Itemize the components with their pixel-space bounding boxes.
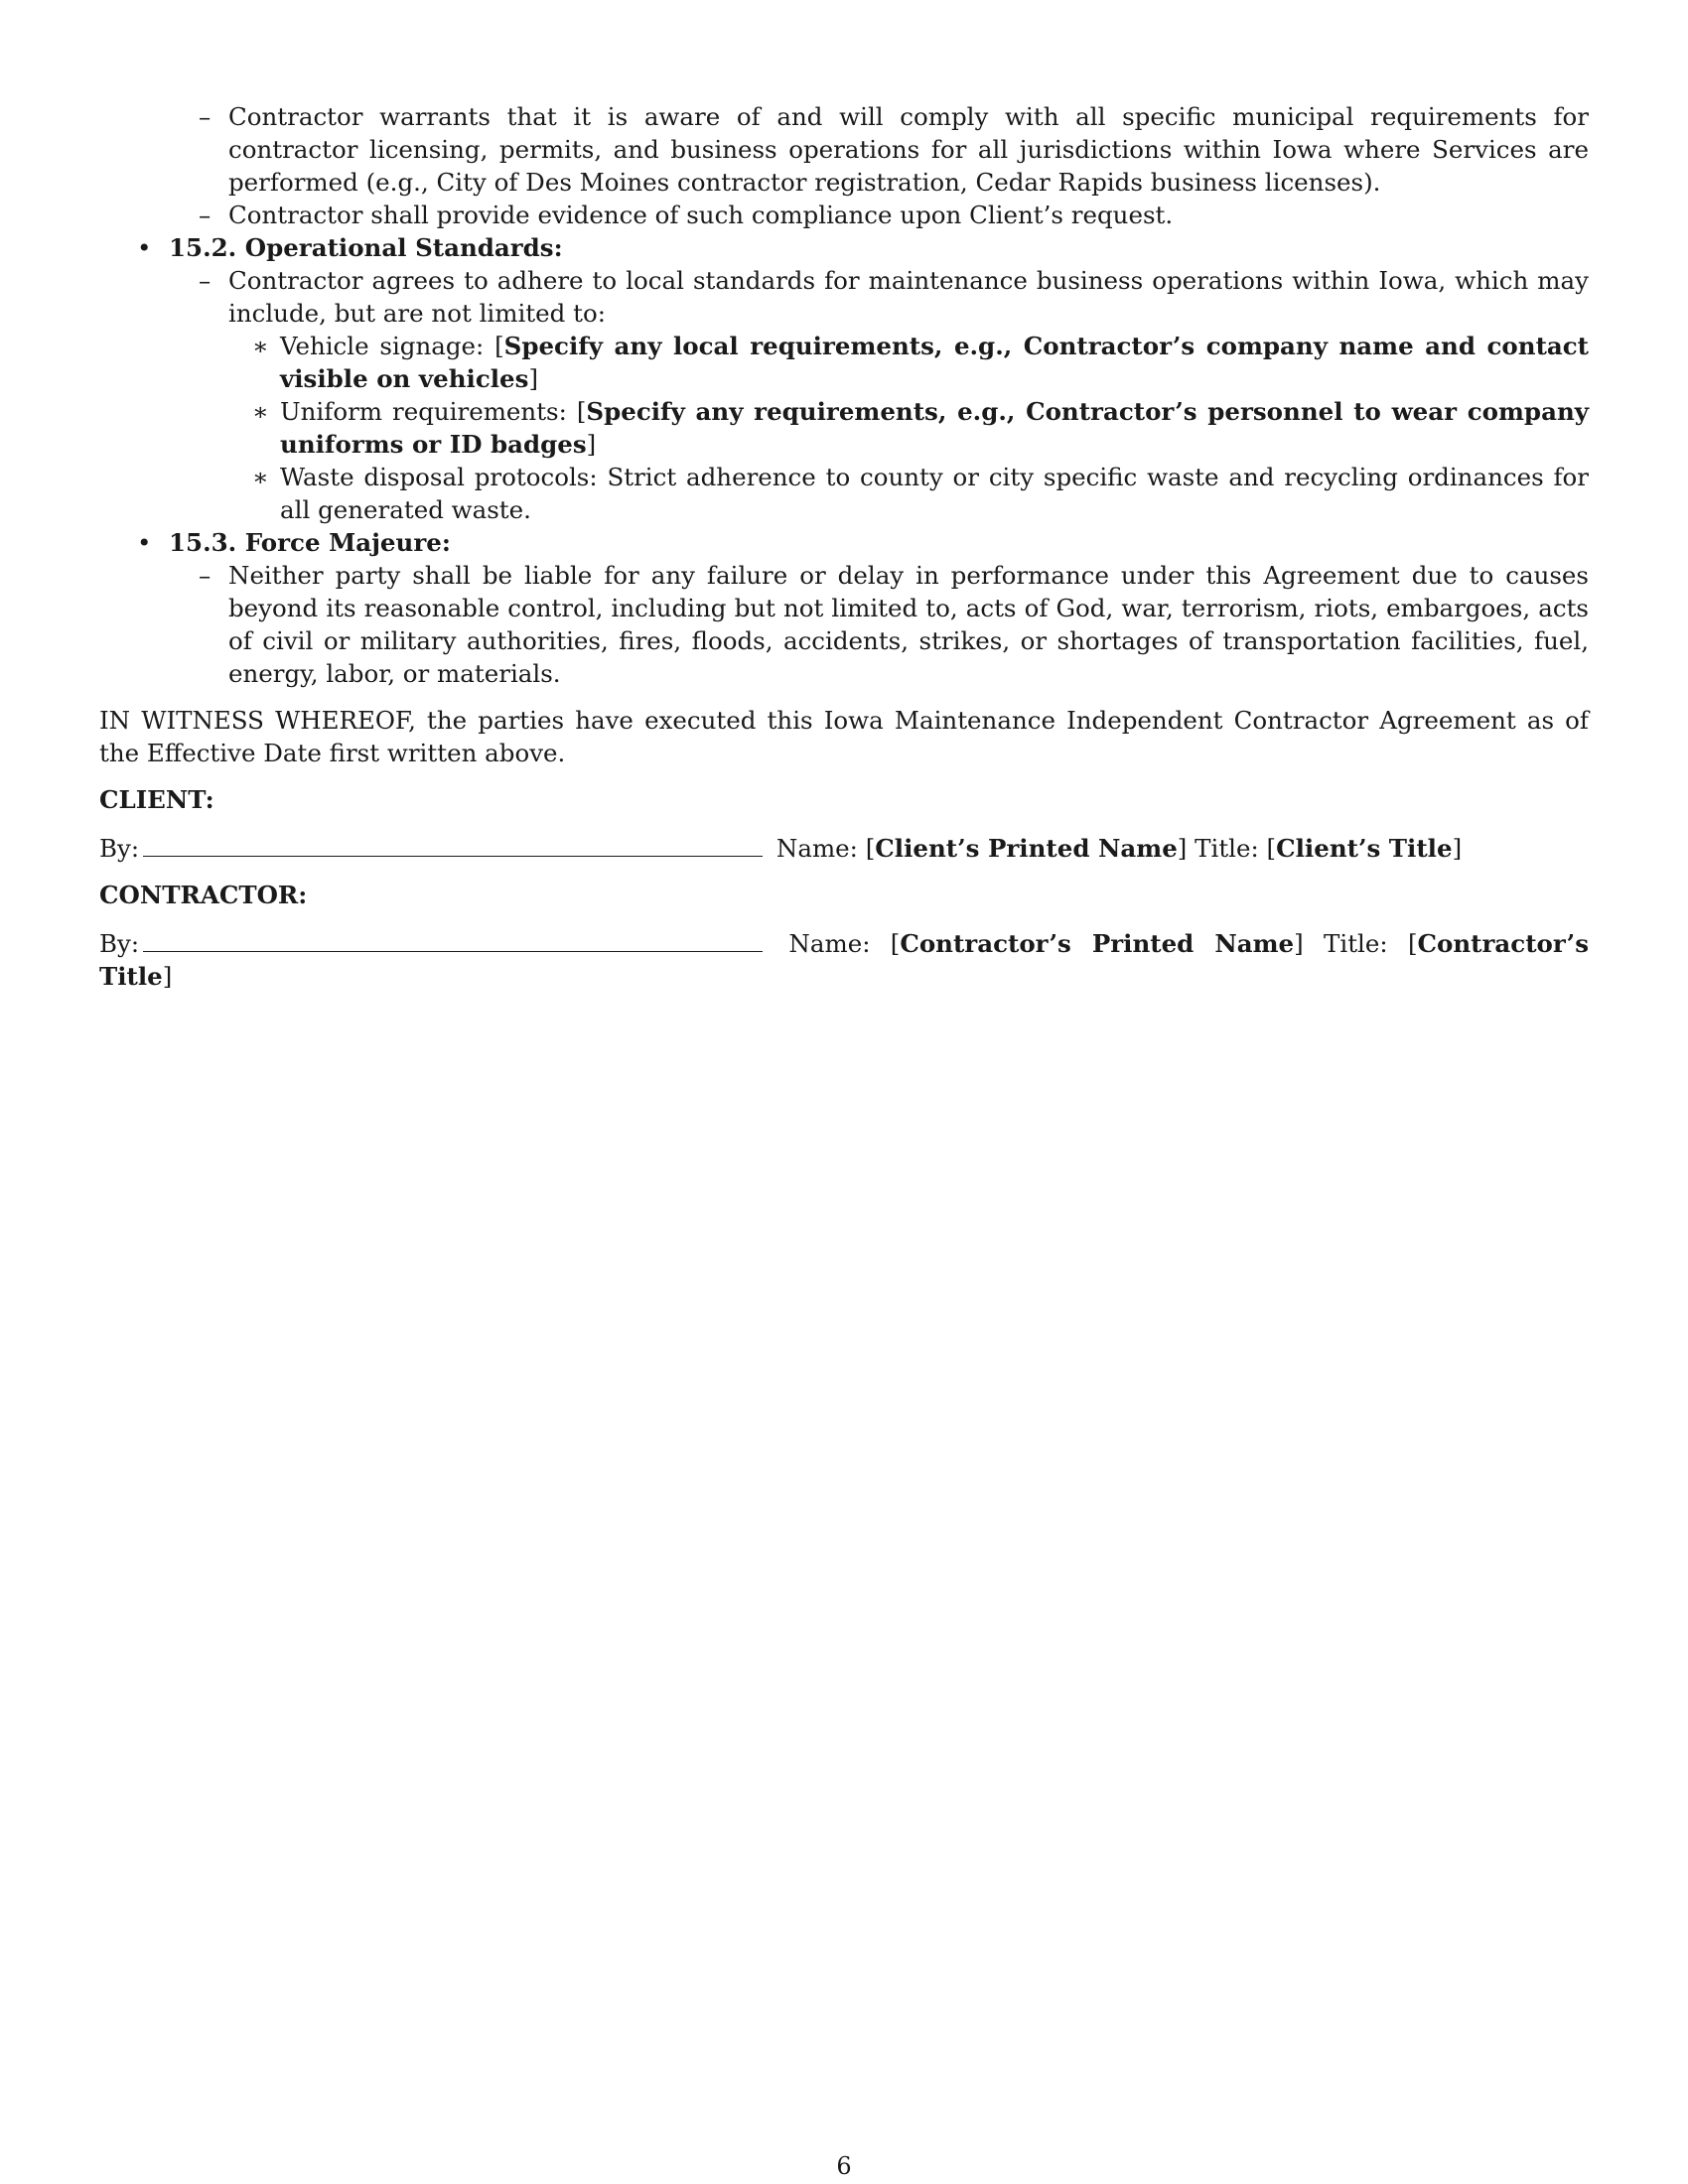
page-number: 6 xyxy=(836,2152,852,2180)
client-signature-line: By: Name: [Client’s Printed Name] Title: [Client’s Title] xyxy=(99,830,1589,865)
client-name-label: Name: xyxy=(775,834,858,863)
dash-marker: – xyxy=(199,561,211,590)
client-name-placeholder: Client’s Printed Name xyxy=(875,834,1178,863)
client-by-label: By: xyxy=(99,834,140,863)
asterisk-marker: ∗ xyxy=(252,397,269,426)
contractor-name-placeholder: Contractor’s Printed Name xyxy=(900,929,1295,958)
contractor-signature-blank[interactable] xyxy=(143,925,763,952)
contractor-heading: CONTRACTOR: xyxy=(99,881,308,909)
contractor-title-placeholder: Contractor’s Title xyxy=(99,929,1589,991)
dash-marker: – xyxy=(199,266,211,295)
client-title-label: Title: xyxy=(1195,834,1259,863)
operational-item-waste xyxy=(99,461,1589,526)
section-15-2 xyxy=(99,231,1589,264)
operational-item-vehicle-signage: ∗ Vehicle signage: [Specify any local requirements, e.g., Contractor’s company name and contact visible on vehicles] xyxy=(252,332,1589,393)
uniform-placeholder: Specify any requirements, e.g., Contractor’s personnel to wear company uniforms or ID badges xyxy=(280,397,1589,459)
force-majeure-item xyxy=(99,559,1589,690)
bullet-marker: • xyxy=(137,528,152,557)
bullet-marker: • xyxy=(137,233,152,262)
section-15-3-heading: 15.3. Force Majeure: xyxy=(169,528,451,557)
compliance-item-2-text: Contractor shall provide evidence of such compliance upon Client’s request. xyxy=(228,201,1174,229)
vehicle-signage-label: Vehicle signage: xyxy=(280,332,495,360)
compliance-item-1 xyxy=(99,100,1589,199)
operational-item-uniform: ∗ Uniform requirements: [Specify any requirements, e.g., Contractor’s personnel to wear company uniforms or ID badges] xyxy=(252,397,1589,459)
section-15-3 xyxy=(99,526,1589,559)
compliance-item-1-text: Contractor warrants that it is aware of and will comply with all specific municipal requirements for contractor licensing, permits, and business operations for all jurisdictions within Iowa where Services are performed (e.g., City of Des Moines contractor registration, Cedar Rapids business licenses). xyxy=(228,102,1589,197)
contractor-signature-line: By: Name: [Contractor’s Printed Name] Title: [Contractor’s Title] xyxy=(99,925,1589,993)
client-signature-blank[interactable] xyxy=(143,830,763,857)
compliance-item-2 xyxy=(99,199,1589,231)
contractor-by-label: By: xyxy=(99,929,140,958)
contractor-title-label: Title: xyxy=(1324,929,1388,958)
section-15-2-intro xyxy=(99,264,1589,330)
dash-marker: – xyxy=(199,201,211,229)
asterisk-marker: ∗ xyxy=(252,463,269,491)
section-15-2-heading: 15.2. Operational Standards: xyxy=(169,233,563,262)
waste-disposal-text: Waste disposal protocols: Strict adherence to county or city specific waste and recycling ordinances for all generated waste. xyxy=(280,463,1589,524)
document-page xyxy=(99,100,1589,993)
vehicle-signage-placeholder: Specify any local requirements, e.g., Contractor’s company name and contact visible on vehicles xyxy=(280,332,1589,393)
section-15-2-intro-text: Contractor agrees to adhere to local standards for maintenance business operations within Iowa, which may include, but are not limited to: xyxy=(228,266,1589,328)
client-heading: CLIENT: xyxy=(99,785,214,814)
client-title-placeholder: Client’s Title xyxy=(1276,834,1453,863)
dash-marker: – xyxy=(199,102,211,131)
asterisk-marker: ∗ xyxy=(252,332,269,360)
contractor-name-label: Name: xyxy=(788,929,871,958)
witness-paragraph: IN WITNESS WHEREOF, the parties have executed this Iowa Maintenance Independent Contractor Agreement as of the Effective Date first written above. xyxy=(99,706,1589,767)
force-majeure-text: Neither party shall be liable for any failure or delay in performance under this Agreement due to causes beyond its reasonable control, including but not limited to, acts of God, war, terrorism, riots, embargoes, acts of civil or military authorities, fires, floods, accidents, strikes, or shortages of transportation facilities, fuel, energy, labor, or materials. xyxy=(228,561,1589,688)
uniform-label: Uniform requirements: xyxy=(280,397,577,426)
